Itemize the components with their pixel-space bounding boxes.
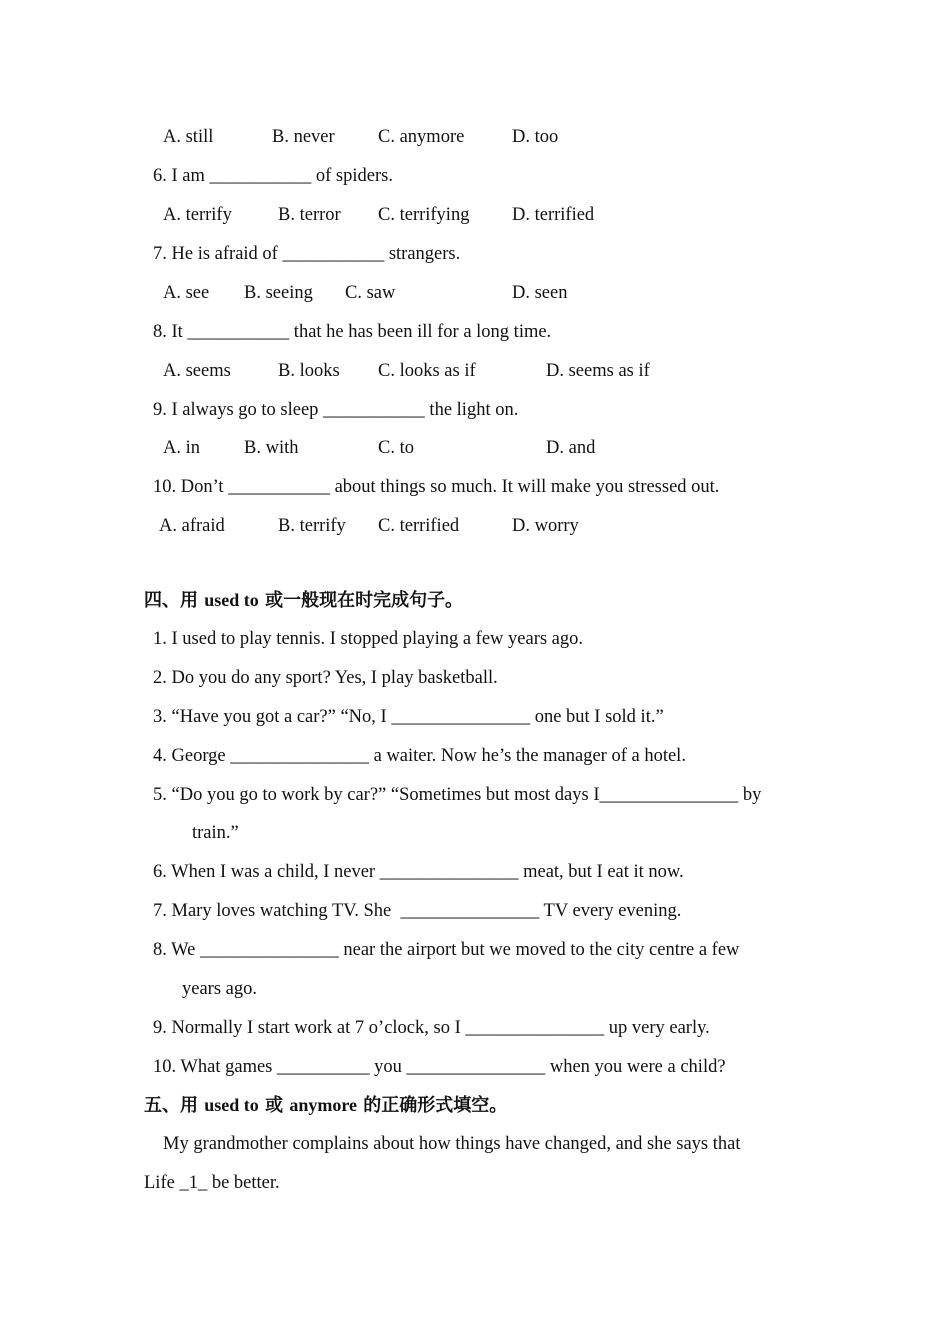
- s4-item-8: 8. We _______________ near the airport but we moved to the city centre a few: [153, 940, 740, 960]
- q9-option-d: D. and: [546, 438, 596, 458]
- question-10: 10. Don’t ___________ about things so much. It will make you stressed out.: [153, 477, 720, 497]
- q7-option-d: D. seen: [512, 283, 568, 303]
- s4-item-5: 5. “Do you go to work by car?” “Sometimes but most days I_______________ by: [153, 785, 762, 805]
- q6-option-c: C. terrifying: [378, 205, 470, 225]
- q9-option-c: C. to: [378, 438, 414, 458]
- q8-option-b: B. looks: [278, 361, 340, 381]
- section-4-heading: 四、用 used to 或一般现在时完成句子。: [144, 590, 464, 611]
- q5-option-b: B. never: [272, 127, 335, 147]
- s4-item-1: 1. I used to play tennis. I stopped playing a few years ago.: [153, 629, 584, 649]
- q6-option-a: A. terrify: [163, 205, 232, 225]
- s4-item-9: 9. Normally I start work at 7 o’clock, so I _______________ up very early.: [153, 1018, 710, 1038]
- section-5-heading: 五、用 used to 或 anymore 的正确形式填空。: [144, 1095, 508, 1116]
- q7-option-c: C. saw: [345, 283, 396, 303]
- q10-option-a: A. afraid: [159, 516, 225, 536]
- s4-item-4: 4. George _______________ a waiter. Now he’s the manager of a hotel.: [153, 746, 686, 766]
- q5-option-d: D. too: [512, 127, 559, 147]
- q9-option-a: A. in: [163, 438, 200, 458]
- q10-option-b: B. terrify: [278, 516, 346, 536]
- s4-item-6: 6. When I was a child, I never _______________ meat, but I eat it now.: [153, 862, 684, 882]
- q8-option-a: A. seems: [163, 361, 231, 381]
- q5-option-a: A. still: [163, 127, 214, 147]
- q8-option-c: C. looks as if: [378, 361, 476, 381]
- q9-option-b: B. with: [244, 438, 299, 458]
- question-9: 9. I always go to sleep ___________ the light on.: [153, 400, 519, 420]
- q6-option-d: D. terrified: [512, 205, 595, 225]
- question-8: 8. It ___________ that he has been ill for a long time.: [153, 322, 552, 342]
- s4-item-2: 2. Do you do any sport? Yes, I play basketball.: [153, 668, 498, 688]
- s4-item-10: 10. What games __________ you _______________ when you were a child?: [153, 1057, 726, 1077]
- s4-item-3: 3. “Have you got a car?” “No, I _______________ one but I sold it.”: [153, 707, 664, 727]
- question-6: 6. I am ___________ of spiders.: [153, 166, 393, 186]
- s5-paragraph-line-2: Life _1_ be better.: [144, 1173, 280, 1193]
- blank-1: _1_: [179, 1173, 208, 1193]
- q10-option-d: D. worry: [512, 516, 579, 536]
- q8-option-d: D. seems as if: [546, 361, 650, 381]
- s4-item-5-cont: train.”: [192, 823, 239, 843]
- q10-option-c: C. terrified: [378, 516, 460, 536]
- q7-option-b: B. seeing: [244, 283, 313, 303]
- s4-item-8-cont: years ago.: [182, 979, 257, 999]
- q6-option-b: B. terror: [278, 205, 341, 225]
- q7-option-a: A. see: [163, 283, 210, 303]
- question-7: 7. He is afraid of ___________ strangers.: [153, 244, 461, 264]
- q5-option-c: C. anymore: [378, 127, 465, 147]
- s4-item-7: 7. Mary loves watching TV. She _______________ TV every evening.: [153, 901, 682, 921]
- s5-paragraph-line-1: My grandmother complains about how things have changed, and she says that: [163, 1134, 741, 1154]
